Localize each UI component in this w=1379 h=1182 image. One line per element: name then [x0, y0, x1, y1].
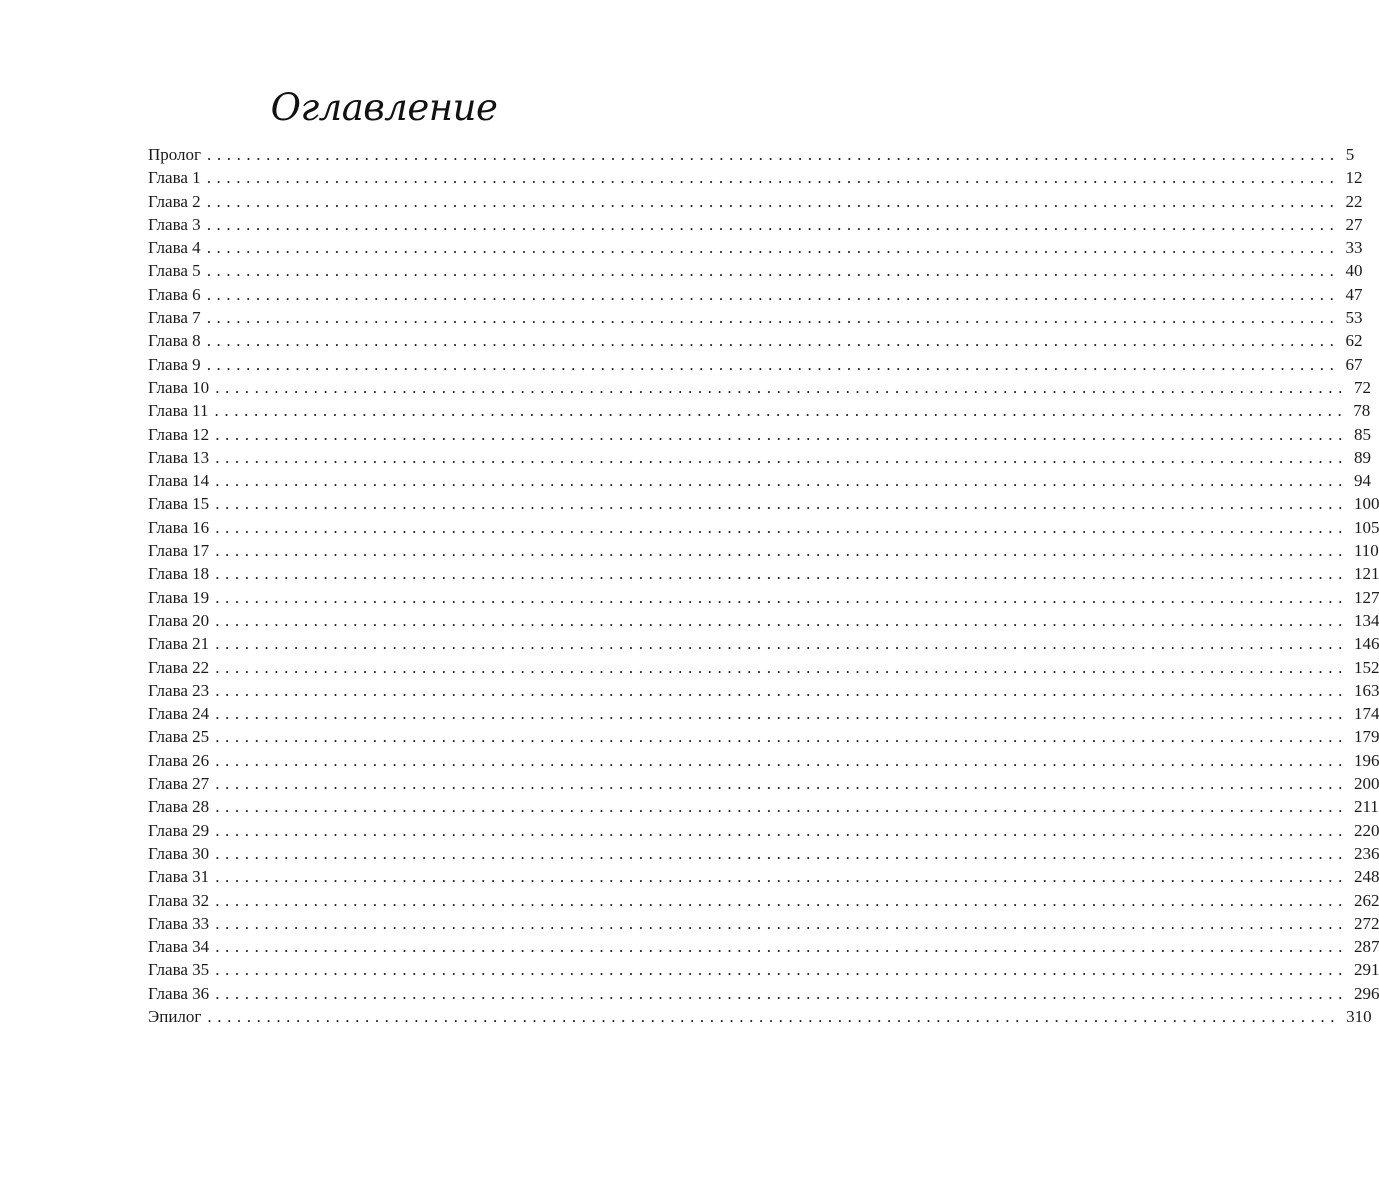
- toc-entry[interactable]: [148, 889, 1379, 912]
- toc-entry-page: 62: [1345, 331, 1363, 351]
- toc-dot-leader: ...................................................................................................................: [215, 447, 1348, 467]
- toc-entry[interactable]: [148, 795, 1379, 818]
- toc-entry-page: 53: [1345, 308, 1363, 328]
- toc-entry-page: 22: [1345, 191, 1363, 211]
- toc-entry-page: 12: [1345, 168, 1363, 188]
- toc-dot-leader: ...................................................................................................................: [214, 401, 1348, 421]
- toc-entry-page: 100: [1353, 494, 1379, 514]
- toc-dot-leader: ...................................................................................................................: [215, 517, 1348, 537]
- toc-entry[interactable]: [148, 725, 1379, 748]
- toc-entry-page: 220: [1353, 820, 1379, 840]
- toc-dot-leader: ...................................................................................................................: [215, 727, 1348, 747]
- toc-entry-label: Глава 2: [148, 191, 201, 211]
- toc-entry-page: 310: [1346, 1006, 1372, 1026]
- toc-entry[interactable]: [148, 469, 1371, 492]
- toc-entry-label: Глава 3: [148, 214, 201, 234]
- toc-entry-label: Глава 30: [148, 843, 210, 863]
- toc-entry-page: 146: [1353, 634, 1379, 654]
- toc-dot-leader: ...................................................................................................................: [206, 191, 1340, 211]
- toc-dot-leader: ...................................................................................................................: [215, 424, 1348, 444]
- toc-entry[interactable]: [148, 958, 1379, 981]
- toc-dot-leader: ...................................................................................................................: [215, 564, 1348, 584]
- toc-entry-page: 5: [1345, 145, 1355, 164]
- toc-dot-leader: ...................................................................................................................: [215, 797, 1348, 817]
- toc-entry-label: Глава 12: [148, 424, 210, 444]
- toc-entry-label: Глава 19: [148, 587, 210, 607]
- toc-dot-leader: ...................................................................................................................: [215, 541, 1348, 561]
- toc-dot-leader: ...................................................................................................................: [206, 238, 1340, 258]
- toc-entry-page: 174: [1353, 704, 1379, 724]
- toc-entry[interactable]: [148, 935, 1379, 958]
- toc-dot-leader: ...................................................................................................................: [215, 704, 1348, 724]
- toc-entry-label: Глава 18: [148, 564, 210, 584]
- toc-dot-leader: ...................................................................................................................: [215, 820, 1348, 840]
- toc-dot-leader: ...................................................................................................................: [206, 168, 1340, 188]
- toc-dot-leader: ...................................................................................................................: [215, 494, 1348, 514]
- toc-entry-page: 291: [1353, 960, 1379, 980]
- toc-entry[interactable]: [148, 236, 1363, 259]
- toc-dot-leader: ...................................................................................................................: [206, 354, 1340, 374]
- toc-entry-page: 40: [1345, 261, 1363, 281]
- toc-entry-label: Глава 13: [148, 447, 210, 467]
- toc-dot-leader: ...................................................................................................................: [206, 331, 1340, 351]
- toc-entry[interactable]: [148, 865, 1379, 888]
- toc-entry-page: 200: [1353, 774, 1379, 794]
- toc-entry[interactable]: [148, 656, 1379, 679]
- toc-entry-page: 27: [1345, 214, 1363, 234]
- toc-dot-leader: ...................................................................................................................: [215, 937, 1348, 957]
- toc-entry-page: 127: [1353, 587, 1379, 607]
- toc-entry-label: Глава 22: [148, 657, 210, 677]
- toc-dot-leader: ...................................................................................................................: [206, 284, 1340, 304]
- toc-dot-leader: ...................................................................................................................: [215, 680, 1348, 700]
- toc-entry-label: Глава 11: [148, 401, 209, 421]
- toc-entry-label: Глава 14: [148, 471, 210, 491]
- toc-entry-label: Глава 16: [148, 517, 210, 537]
- toc-entry-page: 67: [1345, 354, 1363, 374]
- toc-entry-page: 272: [1353, 913, 1379, 933]
- toc-entry-label: Глава 36: [148, 983, 210, 1003]
- table-of-contents: [148, 143, 1379, 1028]
- toc-dot-leader: ...................................................................................................................: [215, 913, 1348, 933]
- toc-dot-leader: ...................................................................................................................: [215, 471, 1348, 491]
- toc-entry[interactable]: [148, 423, 1371, 446]
- toc-entry-page: 105: [1353, 517, 1379, 537]
- toc-entry[interactable]: [148, 562, 1379, 585]
- toc-entry[interactable]: [148, 306, 1363, 329]
- toc-entry-page: 196: [1353, 750, 1379, 770]
- toc-dot-leader: ...................................................................................................................: [215, 657, 1348, 677]
- toc-entry[interactable]: [148, 492, 1379, 515]
- toc-entry[interactable]: [148, 586, 1379, 609]
- toc-dot-leader: ...................................................................................................................: [215, 983, 1348, 1003]
- toc-entry[interactable]: [148, 283, 1363, 306]
- toc-dot-leader: ...................................................................................................................: [215, 867, 1348, 887]
- toc-entry-page: 72: [1353, 377, 1371, 397]
- toc-entry-label: Глава 29: [148, 820, 210, 840]
- toc-entry-label: Глава 32: [148, 890, 210, 910]
- toc-entry-page: 262: [1353, 890, 1379, 910]
- toc-entry[interactable]: [148, 609, 1379, 632]
- toc-entry-page: 78: [1353, 401, 1371, 421]
- toc-dot-leader: ...................................................................................................................: [215, 750, 1348, 770]
- toc-entry-label: Глава 26: [148, 750, 210, 770]
- toc-entry[interactable]: [148, 632, 1379, 655]
- toc-dot-leader: ...................................................................................................................: [215, 774, 1348, 794]
- toc-entry-label: Глава 35: [148, 960, 210, 980]
- toc-entry-page: 94: [1353, 471, 1371, 491]
- toc-entry[interactable]: [148, 143, 1355, 166]
- toc-entry-page: 163: [1353, 680, 1379, 700]
- toc-entry[interactable]: [148, 749, 1379, 772]
- toc-entry[interactable]: [148, 772, 1379, 795]
- toc-entry-page: 89: [1353, 447, 1371, 467]
- toc-entry[interactable]: [148, 329, 1363, 352]
- toc-entry[interactable]: [148, 213, 1363, 236]
- toc-entry[interactable]: [148, 912, 1379, 935]
- toc-dot-leader: ...................................................................................................................: [206, 261, 1340, 281]
- toc-entry[interactable]: [148, 702, 1379, 725]
- toc-entry-label: Глава 28: [148, 797, 210, 817]
- toc-entry-label: Глава 7: [148, 308, 201, 328]
- toc-entry-label: Глава 20: [148, 610, 210, 630]
- toc-entry[interactable]: [148, 399, 1371, 422]
- toc-dot-leader: ...................................................................................................................: [215, 960, 1348, 980]
- toc-entry-page: 47: [1345, 284, 1363, 304]
- toc-dot-leader: ...................................................................................................................: [215, 377, 1348, 397]
- toc-entry-label: Глава 15: [148, 494, 210, 514]
- toc-entry[interactable]: [148, 376, 1371, 399]
- toc-entry-label: Глава 24: [148, 704, 210, 724]
- toc-entry-page: 236: [1353, 843, 1379, 863]
- toc-dot-leader: ...................................................................................................................: [215, 634, 1348, 654]
- toc-entry[interactable]: [148, 819, 1379, 842]
- toc-entry-page: 152: [1353, 657, 1379, 677]
- toc-entry-label: Эпилог: [148, 1006, 202, 1026]
- toc-entry-label: Глава 9: [148, 354, 201, 374]
- toc-entry[interactable]: [148, 190, 1363, 213]
- toc-entry-label: Глава 34: [148, 937, 210, 957]
- toc-dot-leader: ...................................................................................................................: [215, 610, 1348, 630]
- toc-dot-leader: ...................................................................................................................: [215, 587, 1348, 607]
- toc-entry-page: 211: [1353, 797, 1379, 817]
- toc-dot-leader: ...................................................................................................................: [215, 890, 1348, 910]
- toc-entry[interactable]: [148, 353, 1363, 376]
- toc-entry-label: Глава 10: [148, 377, 210, 397]
- toc-entry-page: 85: [1353, 424, 1371, 444]
- toc-entry[interactable]: [148, 982, 1379, 1005]
- toc-dot-leader: ...................................................................................................................: [206, 214, 1340, 234]
- toc-entry[interactable]: [148, 516, 1379, 539]
- toc-entry-page: 296: [1353, 983, 1379, 1003]
- toc-entry-label: Глава 6: [148, 284, 201, 304]
- toc-entry[interactable]: [148, 1005, 1372, 1028]
- toc-entry-page: 287: [1353, 937, 1379, 957]
- toc-dot-leader: ...................................................................................................................: [206, 308, 1340, 328]
- toc-entry[interactable]: [148, 679, 1379, 702]
- toc-entry[interactable]: [148, 842, 1379, 865]
- toc-entry[interactable]: [148, 166, 1363, 189]
- toc-dot-leader: ...................................................................................................................: [215, 843, 1348, 863]
- toc-entry-label: Глава 23: [148, 680, 210, 700]
- toc-entry[interactable]: [148, 539, 1379, 562]
- toc-entry-label: Глава 17: [148, 541, 210, 561]
- toc-entry-label: Глава 8: [148, 331, 201, 351]
- toc-entry-page: 179: [1353, 727, 1379, 747]
- toc-entry-label: Глава 27: [148, 774, 210, 794]
- toc-entry-page: 121: [1353, 564, 1379, 584]
- toc-entry-page: 134: [1353, 610, 1379, 630]
- toc-entry[interactable]: [148, 446, 1371, 469]
- toc-entry-label: Глава 33: [148, 913, 210, 933]
- toc-entry-page: 110: [1353, 541, 1379, 561]
- toc-entry[interactable]: [148, 259, 1363, 282]
- toc-entry-label: Глава 5: [148, 261, 201, 281]
- toc-dot-leader: ...................................................................................................................: [207, 145, 1340, 164]
- toc-entry-label: Глава 31: [148, 867, 210, 887]
- toc-entry-label: Глава 25: [148, 727, 210, 747]
- toc-dot-leader: ...................................................................................................................: [207, 1006, 1341, 1026]
- page-title: Оглавление: [270, 86, 498, 129]
- toc-entry-label: Глава 21: [148, 634, 210, 654]
- toc-entry-label: Глава 1: [148, 168, 201, 188]
- toc-entry-label: Пролог: [148, 145, 202, 164]
- toc-entry-label: Глава 4: [148, 238, 201, 258]
- toc-entry-page: 248: [1353, 867, 1379, 887]
- toc-entry-page: 33: [1345, 238, 1363, 258]
